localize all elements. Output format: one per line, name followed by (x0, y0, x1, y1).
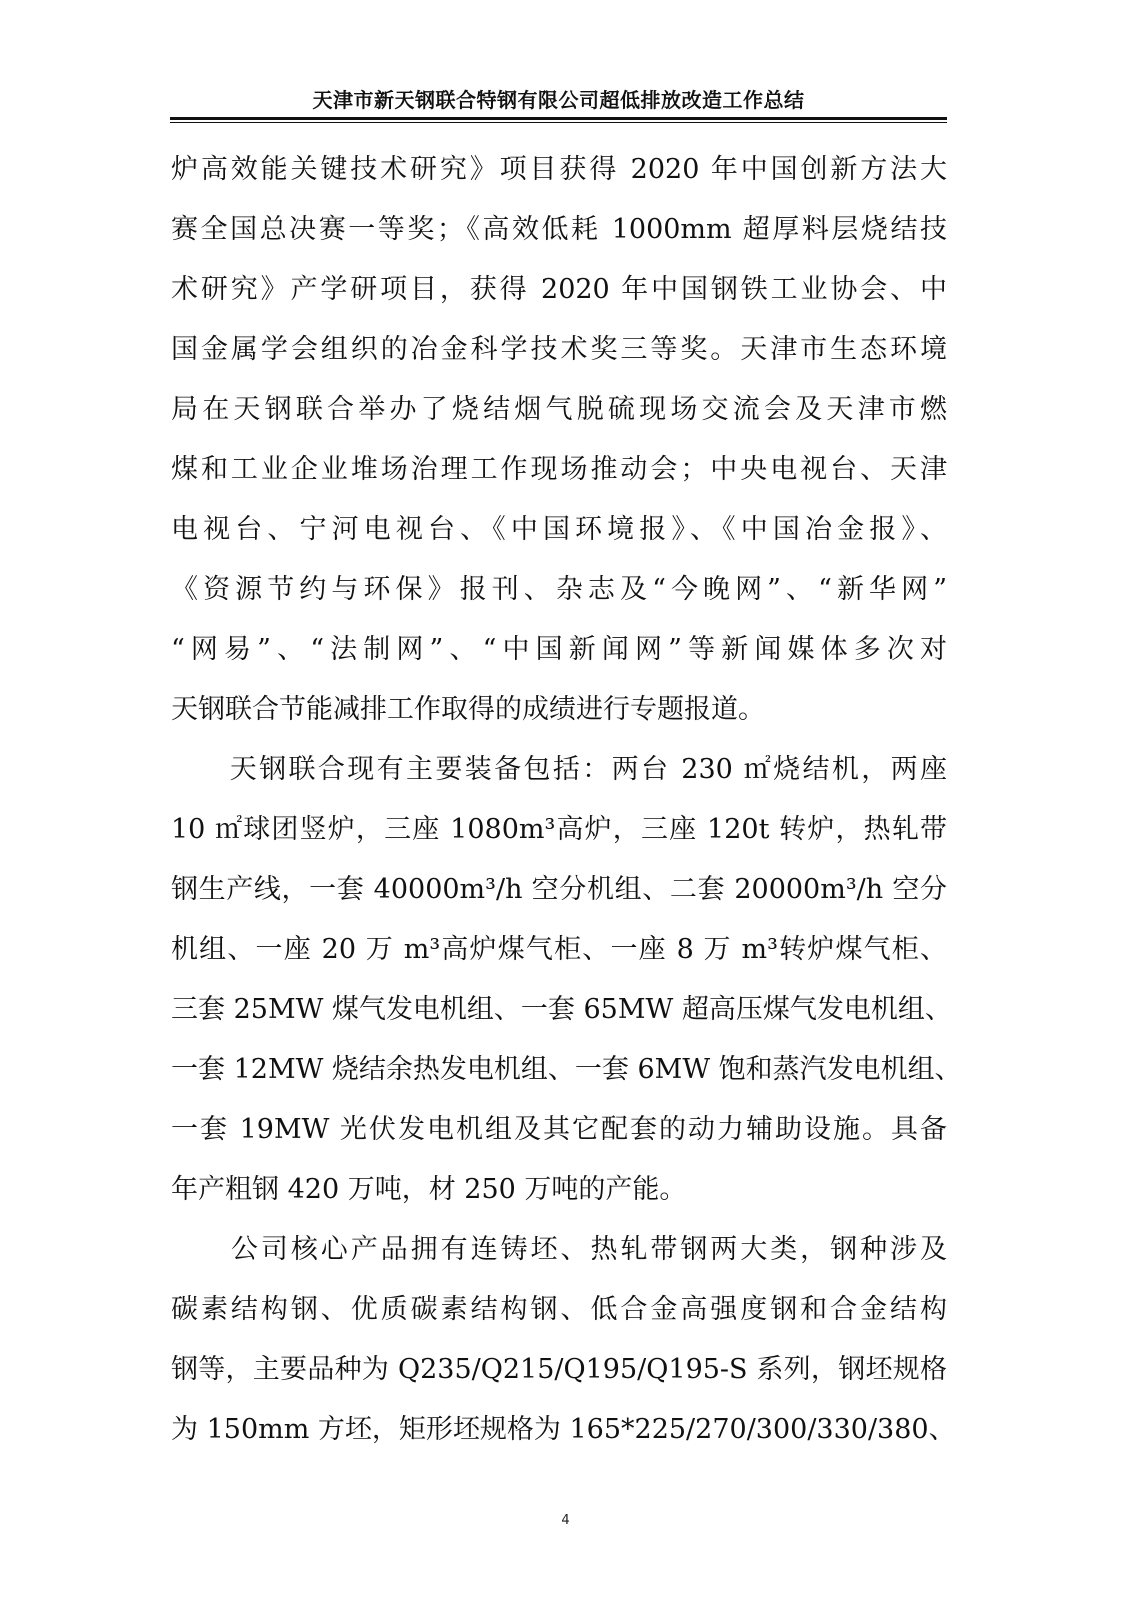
text-line: 电视台、宁河电视台、《中国环境报》、《中国冶金报》、 (171, 514, 947, 545)
text-line: 局在天钢联合举办了烧结烟气脱硫现场交流会及天津市燃 (171, 394, 947, 425)
header-title: 天津市新天钢联合特钢有限公司超低排放改造工作总结 (312, 88, 805, 112)
text-line: 国金属学会组织的冶金科学技术奖三等奖。天津市生态环境 (171, 334, 947, 365)
text-line: 碳素结构钢、优质碳素结构钢、低合金高强度钢和合金结构 (171, 1294, 947, 1325)
text-line: 赛全国总决赛一等奖；《高效低耗 1000mm 超厚料层烧结技 (171, 214, 947, 245)
text-line: 一套 12MW 烧结余热发电机组、一套 6MW 饱和蒸汽发电机组、 (171, 1054, 962, 1085)
document-body (171, 140, 962, 1460)
text-line: 钢生产线，一套 40000m³/h 空分机组、二套 20000m³/h 空分 (171, 874, 947, 905)
paragraph-end-line: 年产粗钢 420 万吨，材 250 万吨的产能。 (171, 1174, 687, 1205)
text-line: 三套 25MW 煤气发电机组、一套 65MW 超高压煤气发电机组、 (171, 994, 952, 1025)
page-number: 4 (561, 1513, 570, 1528)
header-rule-thick (170, 117, 947, 120)
text-line: “网易”、“法制网”、“中国新闻网”等新闻媒体多次对 (171, 634, 947, 665)
header-rule-thin (170, 122, 947, 123)
text-line: 炉高效能关键技术研究》项目获得 2020 年中国创新方法大 (171, 154, 947, 185)
text-line: 术研究》产学研项目，获得 2020 年中国钢铁工业协会、中 (171, 274, 947, 305)
page-header (170, 88, 947, 126)
text-line: 机组、一座 20 万 m³高炉煤气柜、一座 8 万 m³转炉煤气柜、 (171, 934, 947, 965)
text-line: 煤和工业企业堆场治理工作现场推动会；中央电视台、天津 (171, 454, 947, 485)
text-line: 《资源节约与环保》报刊、杂志及“今晚网”、“新华网” (171, 574, 947, 605)
paragraph-start-line: 公司核心产品拥有连铸坯、热轧带钢两大类，钢种涉及 (171, 1234, 947, 1265)
text-line: 一套 19MW 光伏发电机组及其它配套的动力辅助设施。具备 (171, 1114, 947, 1145)
paragraph-start-line: 天钢联合现有主要装备包括：两台 230 ㎡烧结机，两座 (171, 754, 947, 785)
paragraph-end-line: 天钢联合节能减排工作取得的成绩进行专题报道。 (171, 694, 765, 725)
text-line: 钢等，主要品种为 Q235/Q215/Q195/Q195-S 系列，钢坯规格 (171, 1354, 947, 1385)
text-line: 为 150mm 方坯，矩形坯规格为 165*225/270/300/330/380、 (171, 1414, 956, 1445)
text-line: 10 ㎡球团竖炉，三座 1080m³高炉，三座 120t 转炉，热轧带 (171, 814, 947, 845)
